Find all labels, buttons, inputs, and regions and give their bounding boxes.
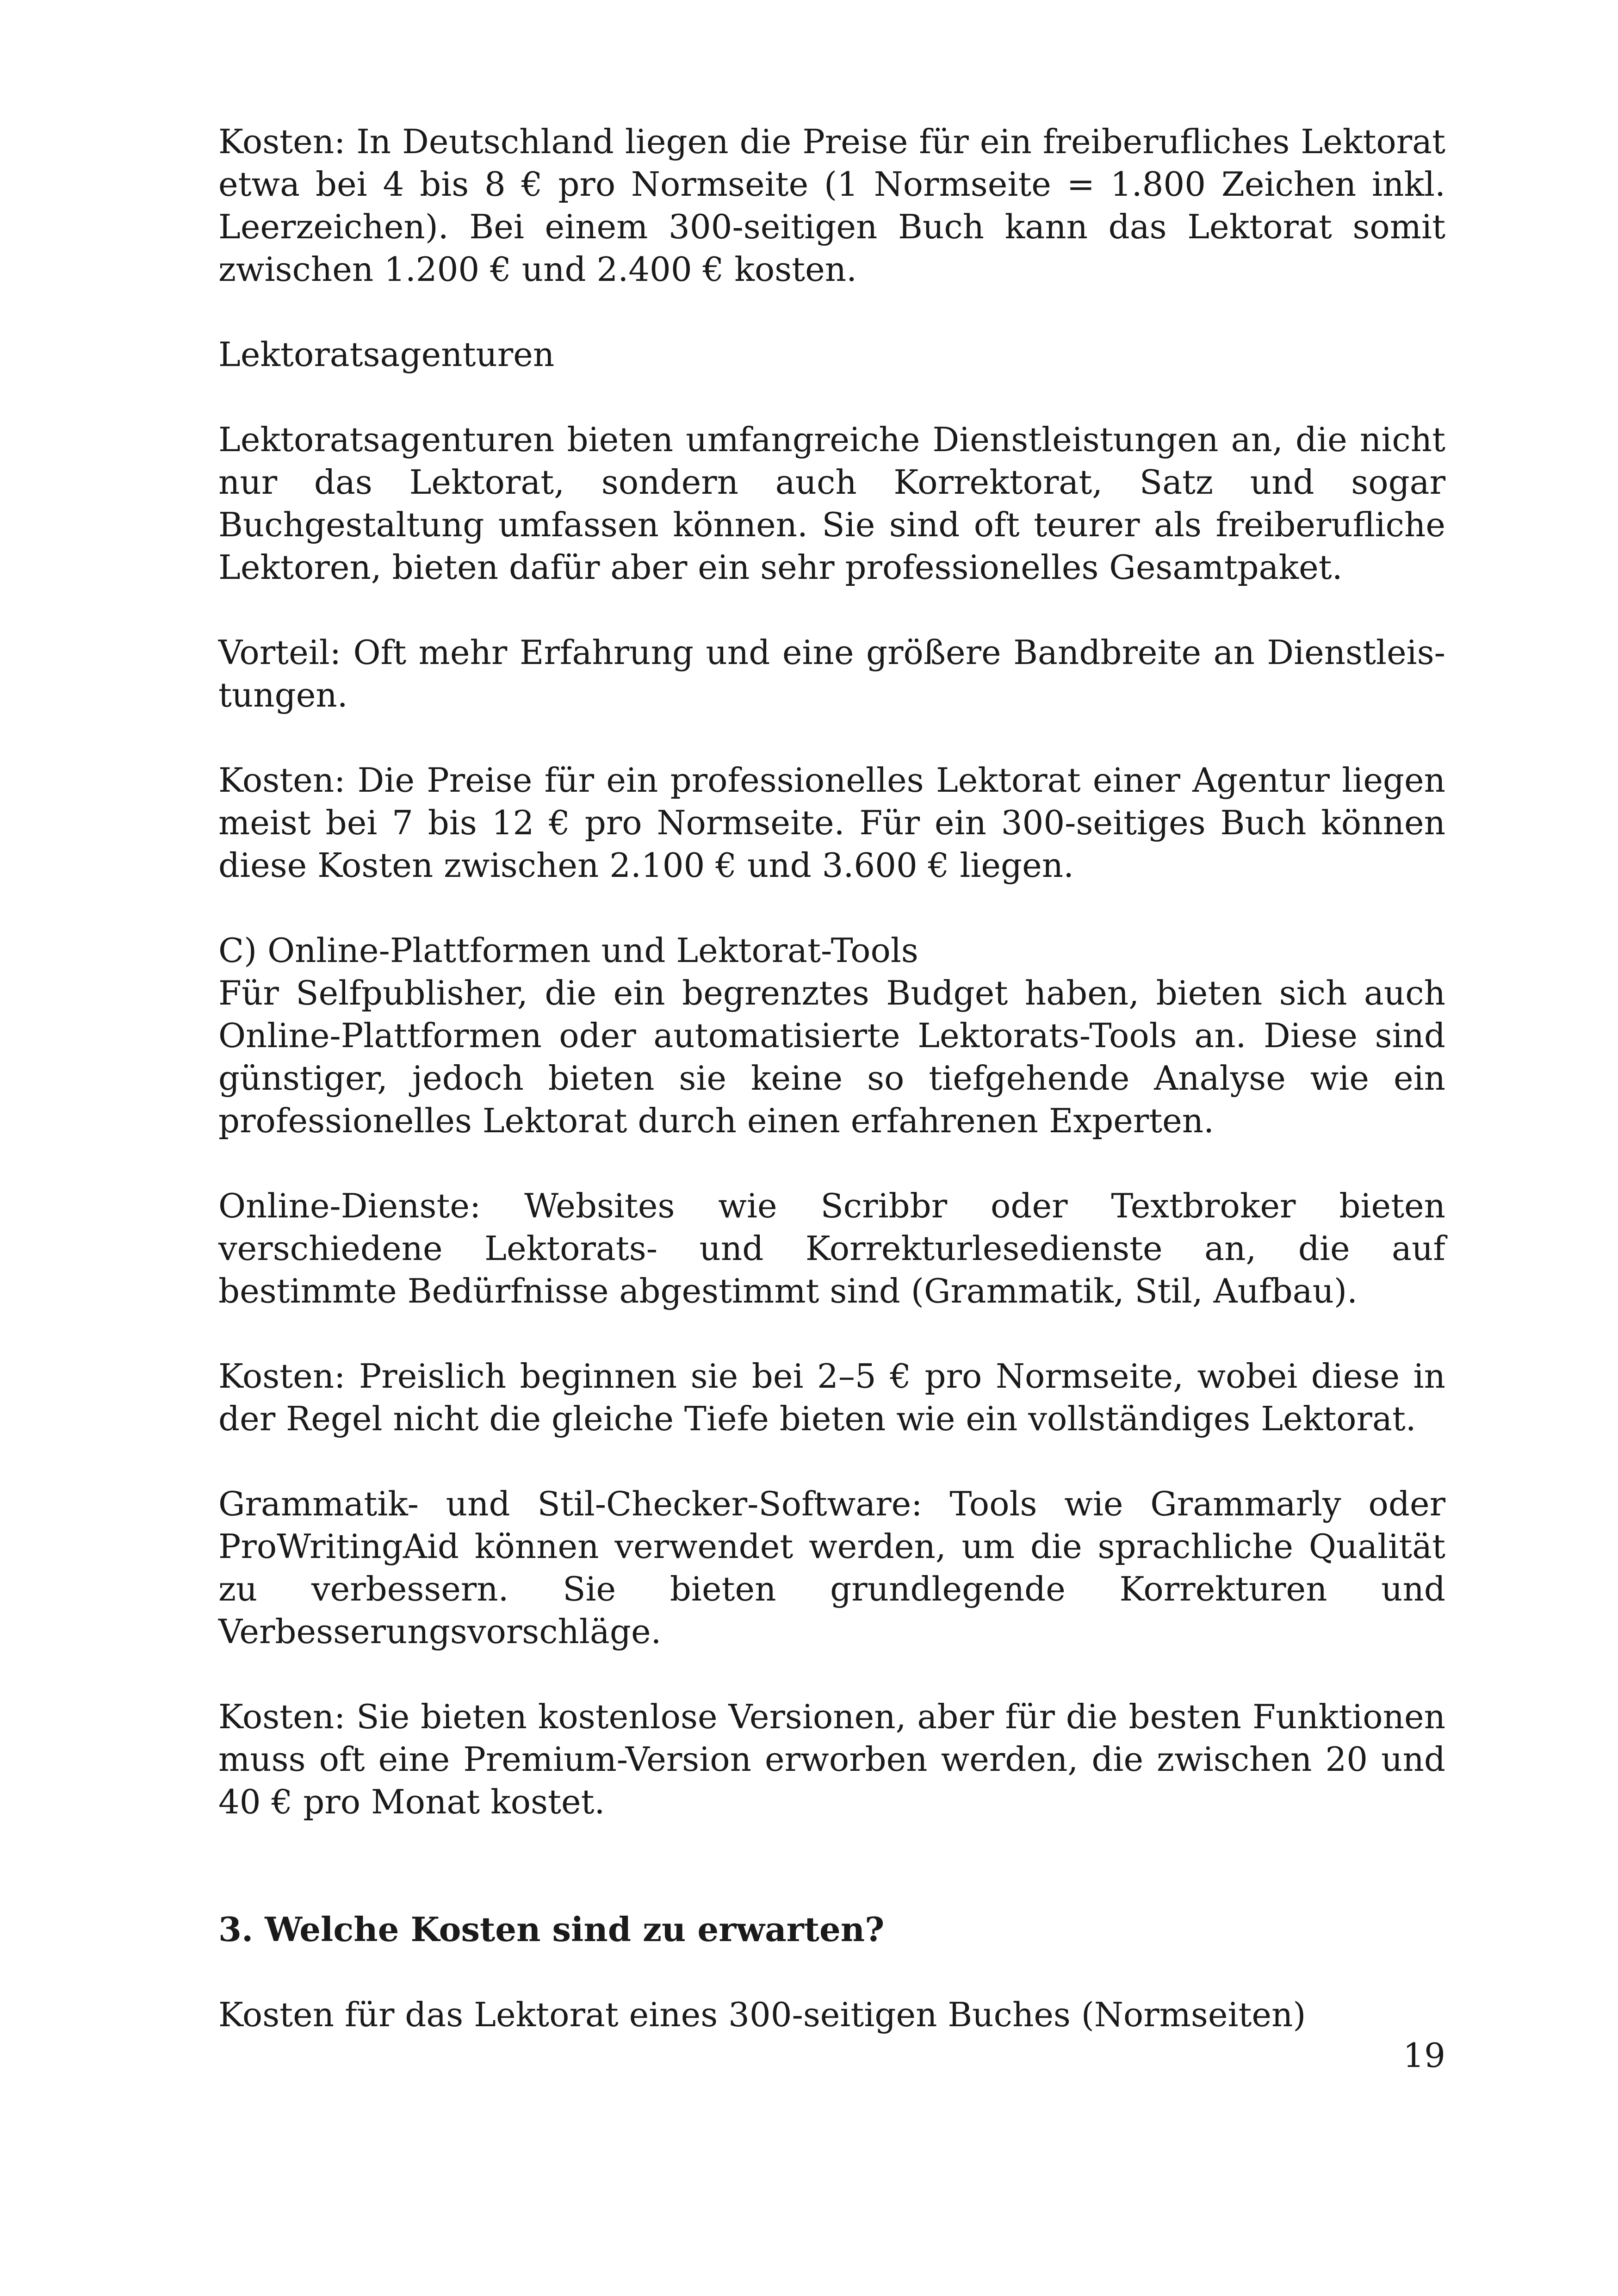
- section-heading: 3. Welche Kosten sind zu erwarten?: [218, 1910, 885, 1949]
- spacer: [218, 1823, 1445, 1908]
- spacer: [218, 376, 1445, 418]
- document-page: [218, 120, 1445, 2036]
- paragraph-agencies-costs: Kosten: Die Preise für ein professionelles Lektorat einer Agentur liegen meist bei 7 bis 12 € pro Normseite. Für ein 300-seitiges Buch können diese Kosten zwischen 2.100 € und 3.600 € liegen.: [218, 761, 1445, 885]
- spacer: [218, 1312, 1445, 1355]
- spacer: [218, 716, 1445, 759]
- spacer: [218, 291, 1445, 333]
- paragraph-online-platforms-title: C) Online-Plattformen und Lektorat-Tools: [218, 931, 918, 970]
- paragraph-agencies-advantage: Vorteil: Oft mehr Erfahrung und eine größere Bandbreite an Dienstleistungen.: [218, 633, 1445, 714]
- spacer: [218, 589, 1445, 631]
- spacer: [218, 887, 1445, 929]
- paragraph-freelance-costs: Kosten: In Deutschland liegen die Preise für ein freiberufliches Lektorat etwa bei 4 bis 8 € pro Normseite (1 Normseite = 1.800 Zeichen inkl. Leerzeichen). Bei einem 300-seitigen Buch kann das Lektorat somit zwischen 1.200 € und 2.400 € kosten.: [218, 122, 1445, 289]
- paragraph-agencies-title: Lektoratsagenturen: [218, 335, 555, 374]
- spacer: [218, 1653, 1445, 1695]
- paragraph-online-platforms-description: Für Selfpublisher, die ein begrenztes Budget haben, bieten sich auch Online-Plattformen oder automatisierte Lektorats-Tools an. Diese sind günstiger, jedoch bieten sie keine so tiefgehende Analyse wie ein professionelles Lektorat durch einen erfahrenen Experten.: [218, 974, 1445, 1140]
- spacer: [218, 1440, 1445, 1483]
- subheading-costs-300-pages: Kosten für das Lektorat eines 300-seitigen Buches (Normseiten): [218, 1995, 1306, 2034]
- paragraph-checker-software-costs: Kosten: Sie bieten kostenlose Versionen, aber für die besten Funktionen muss oft eine Premium-Version erworben werden, die zwischen 20 und 40 € pro Monat kostet.: [218, 1697, 1445, 1821]
- spacer: [218, 1951, 1445, 1993]
- spacer: [218, 1142, 1445, 1185]
- paragraph-online-services: Online-Dienste: Websites wie Scribbr oder Textbroker bieten verschiedene Lektorats- und Korrekturlesedienste an, die auf bestimmte Bedürfnisse abgestimmt sind (Grammatik, Stil, Aufbau).: [218, 1186, 1445, 1310]
- page-number: 19: [1403, 2036, 1445, 2075]
- paragraph-agencies-description: Lektoratsagenturen bieten umfangreiche Dienstleistungen an, die nicht nur das Lektorat, sondern auch Korrektorat, Satz und sogar Buchgestaltung umfassen können. Sie sind oft teurer als freiberufliche Lektoren, bieten dafür aber ein sehr professionelles Gesamtpaket.: [218, 420, 1445, 587]
- paragraph-checker-software: Grammatik- und Stil-Checker-Software: Tools wie Grammarly oder ProWritingAid können verwendet werden, um die sprachliche Qualität zu verbessern. Sie bieten grundlegende Korrekturen und Verbesserungsvorschläge.: [218, 1484, 1445, 1651]
- paragraph-online-services-costs: Kosten: Preislich beginnen sie bei 2–5 € pro Normseite, wobei diese in der Regel nicht die gleiche Tiefe bieten wie ein vollständiges Lektorat.: [218, 1357, 1445, 1438]
